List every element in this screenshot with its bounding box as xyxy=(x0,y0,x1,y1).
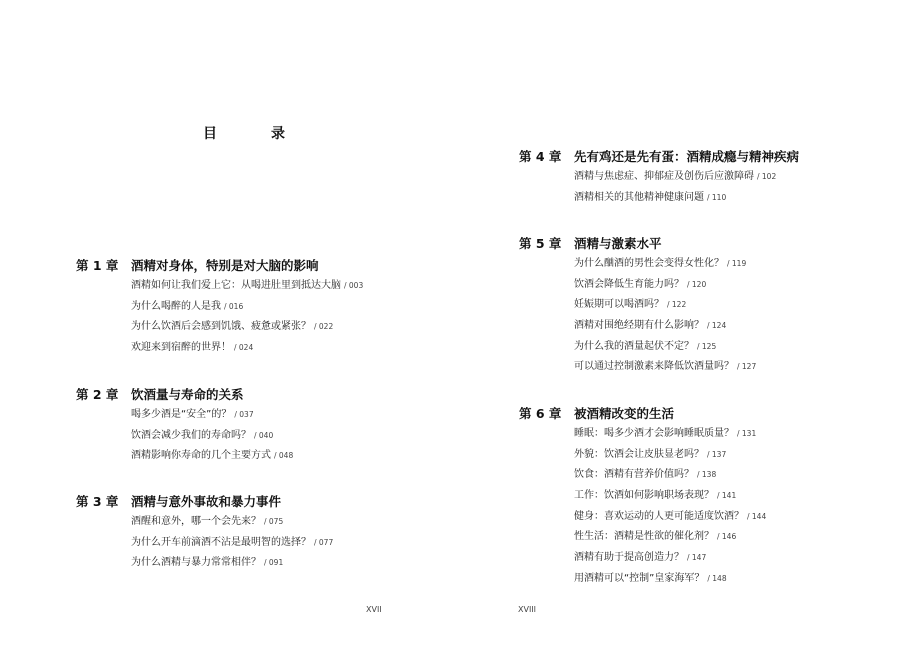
chapter-heading xyxy=(519,234,756,254)
entry-title: 为什么我的酒量起伏不定？ xyxy=(574,340,694,352)
chapter-entries xyxy=(76,276,363,359)
chapter-6 xyxy=(519,404,766,590)
chapter-title: 酒精与激素水平 xyxy=(574,236,662,251)
entry-title: 酒精相关的其他精神健康问题 xyxy=(574,191,704,203)
page-number: XVII xyxy=(366,605,382,614)
entry-page: / 119 xyxy=(727,259,747,268)
entry-title: 工作：饮酒如何影响职场表现？ xyxy=(574,490,714,502)
chapter-title: 酒精与意外事故和暴力事件 xyxy=(131,494,282,509)
chapter-4 xyxy=(519,147,799,208)
chapter-1 xyxy=(76,256,363,359)
toc-entry[interactable] xyxy=(131,338,363,359)
chapter-entries xyxy=(76,512,333,574)
entry-page: / 075 xyxy=(264,517,284,526)
chapter-heading xyxy=(519,147,799,167)
chapter-entries xyxy=(519,167,799,208)
toc-title: 目 录 xyxy=(203,126,305,142)
entry-title: 用酒精可以“控制”皇家海军？ xyxy=(574,572,705,584)
chapter-number: 第 6 章 xyxy=(519,406,562,421)
entry-page: / 146 xyxy=(717,532,737,542)
chapter-number: 第 3 章 xyxy=(76,494,119,509)
entry-page: / 131 xyxy=(737,429,757,438)
page-number: XVIII xyxy=(518,605,537,614)
entry-title: 性生活：酒精是性欲的催化剂？ xyxy=(574,531,714,543)
toc-entry[interactable] xyxy=(574,569,766,590)
entry-page: / 127 xyxy=(737,362,757,372)
entry-title: 为什么酒精与暴力常常相伴？ xyxy=(131,557,261,569)
entry-title: 酒精影响你寿命的几个主要方式 xyxy=(131,450,271,462)
chapter-entries xyxy=(519,424,766,590)
toc-entry[interactable] xyxy=(574,548,766,569)
entry-page: / 125 xyxy=(697,341,717,351)
toc-entry[interactable] xyxy=(574,445,766,466)
toc-entry[interactable] xyxy=(574,167,799,188)
toc-entry[interactable] xyxy=(574,424,766,445)
toc-entry[interactable] xyxy=(131,426,293,447)
entry-title: 为什么开车前滴酒不沾是最明智的选择？ xyxy=(131,536,311,548)
entry-page: / 003 xyxy=(344,281,364,290)
entry-page: / 122 xyxy=(667,300,687,310)
toc-entry[interactable] xyxy=(131,553,333,574)
chapter-5 xyxy=(519,234,756,378)
entry-page: / 048 xyxy=(274,451,294,461)
entry-page: / 138 xyxy=(697,470,717,480)
toc-entry[interactable] xyxy=(574,188,799,209)
chapter-number: 第 5 章 xyxy=(519,236,562,251)
entry-page: / 148 xyxy=(707,573,727,583)
entry-title: 饮酒会降低生育能力吗？ xyxy=(574,278,684,290)
chapter-heading xyxy=(519,404,766,424)
chapter-2 xyxy=(76,385,293,467)
entry-page: / 016 xyxy=(224,301,244,311)
chapter-title: 先有鸡还是先有蛋：酒精成瘾与精神疾病 xyxy=(574,149,800,164)
entry-title: 欢迎来到宿醉的世界！ xyxy=(131,342,231,354)
chapter-heading xyxy=(76,256,363,276)
entry-title: 酒精与焦虑症、抑郁症及创伤后应激障碍 xyxy=(574,171,754,182)
entry-page: / 147 xyxy=(687,553,707,563)
toc-entry[interactable] xyxy=(574,357,756,378)
entry-title: 妊娠期可以喝酒吗？ xyxy=(574,299,664,311)
entry-page: / 077 xyxy=(314,537,334,547)
chapter-3 xyxy=(76,492,333,574)
entry-title: 饮食：酒精有营养价值吗？ xyxy=(574,469,694,481)
chapter-number: 第 1 章 xyxy=(76,258,119,273)
entry-page: / 124 xyxy=(707,321,727,331)
toc-entry[interactable] xyxy=(574,337,756,358)
toc-entry[interactable] xyxy=(131,512,333,533)
entry-page: / 037 xyxy=(234,410,254,419)
chapter-title: 被酒精改变的生活 xyxy=(574,406,675,421)
chapter-entries xyxy=(519,254,756,378)
entry-title: 健身：喜欢运动的人更可能适度饮酒？ xyxy=(574,510,744,522)
toc-entry[interactable] xyxy=(574,465,766,486)
entry-page: / 141 xyxy=(717,491,737,501)
entry-page: / 040 xyxy=(254,430,274,440)
toc-entry[interactable] xyxy=(574,527,766,548)
toc-entry[interactable] xyxy=(574,316,756,337)
toc-entry[interactable] xyxy=(131,317,363,338)
toc-entry[interactable] xyxy=(574,507,766,528)
entry-title: 酒精有助于提高创造力？ xyxy=(574,552,684,564)
entry-title: 为什么酗酒的男性会变得女性化？ xyxy=(574,258,724,269)
chapter-heading xyxy=(76,492,333,512)
entry-page: / 144 xyxy=(747,511,767,521)
chapter-heading xyxy=(76,385,293,405)
entry-title: 睡眠：喝多少酒才会影响睡眠质量？ xyxy=(574,428,734,439)
chapter-entries xyxy=(76,405,293,467)
entry-title: 外貌：饮酒会让皮肤显老吗？ xyxy=(574,448,704,460)
toc-entry[interactable] xyxy=(131,533,333,554)
chapter-number: 第 2 章 xyxy=(76,387,119,402)
entry-page: / 024 xyxy=(234,343,254,353)
right-page xyxy=(450,0,900,651)
entry-page: / 120 xyxy=(687,279,707,289)
toc-entry[interactable] xyxy=(131,297,363,318)
entry-title: 为什么喝醉的人是我 xyxy=(131,300,221,312)
toc-entry[interactable] xyxy=(574,486,766,507)
toc-entry[interactable] xyxy=(131,446,293,467)
entry-page: / 102 xyxy=(757,172,777,181)
entry-title: 酒精对围绝经期有什么影响？ xyxy=(574,320,704,332)
toc-entry[interactable] xyxy=(131,276,363,297)
entry-page: / 110 xyxy=(707,192,727,202)
entry-page: / 091 xyxy=(264,558,284,568)
entry-title: 饮酒会减少我们的寿命吗？ xyxy=(131,429,251,441)
entry-page: / 022 xyxy=(314,322,334,332)
toc-entry[interactable] xyxy=(574,275,756,296)
chapter-number: 第 4 章 xyxy=(519,149,562,164)
entry-title: 酒醒和意外，哪一个会先来？ xyxy=(131,516,261,527)
toc-entry[interactable] xyxy=(574,295,756,316)
chapter-title: 饮酒量与寿命的关系 xyxy=(131,387,244,402)
entry-page: / 137 xyxy=(707,449,727,459)
entry-title: 喝多少酒是“安全”的？ xyxy=(131,409,232,420)
entry-title: 酒精如何让我们爱上它：从喝进肚里到抵达大脑 xyxy=(131,280,341,291)
entry-title: 为什么饮酒后会感到饥饿、疲惫或紧张？ xyxy=(131,321,311,333)
chapter-title: 酒精对身体，特别是对大脑的影响 xyxy=(131,258,319,273)
toc-entry[interactable] xyxy=(574,254,756,275)
entry-title: 可以通过控制激素来降低饮酒量吗？ xyxy=(574,361,734,373)
toc-entry[interactable] xyxy=(131,405,293,426)
